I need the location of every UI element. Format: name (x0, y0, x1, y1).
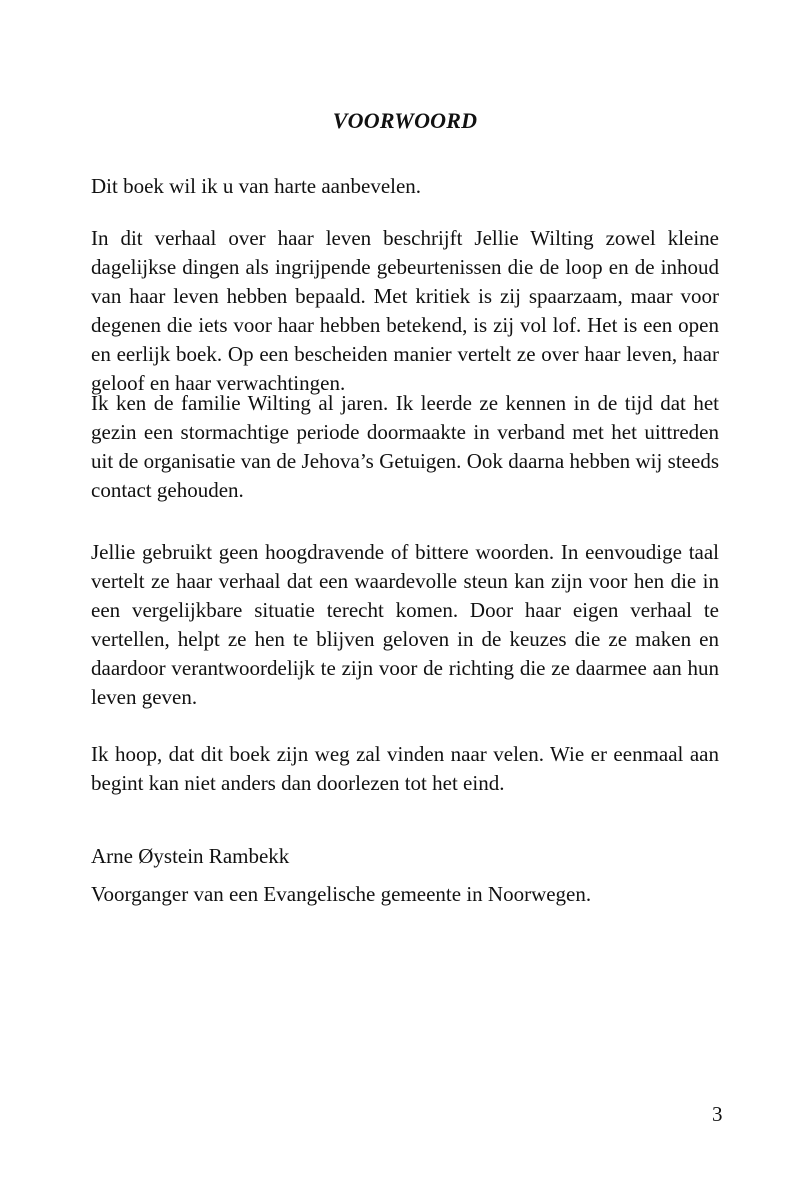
author-name: Arne Øystein Rambekk (91, 844, 290, 868)
document-page (91, 0, 719, 1200)
body-paragraph-2: Ik ken de familie Wilting al jaren. Ik leerde ze kennen in de tijd dat het gezin een stormachtige periode doormaakte in verband met het uittreden uit de organisatie van de Jehova’s Getuigen. Ook daarna hebben wij steeds contact gehouden. (91, 391, 719, 502)
intro-paragraph: Dit boek wil ik u van harte aanbevelen. (91, 174, 422, 198)
page-title: VOORWOORD (332, 108, 478, 133)
body-paragraph-1: In dit verhaal over haar leven beschrijft Jellie Wilting zowel kleine dagelijkse dingen als ingrijpende gebeurtenissen die de loop en de inhoud van haar leven hebben bepaald. Met kritiek is zij spaarzaam, maar voor degenen die iets voor haar hebben betekend, is zij vol lof. Het is een open en eerlijk boek. Op een bescheiden manier vertelt ze over haar leven, haar geloof en haar verwachtingen. (91, 226, 719, 395)
page-number: 3 (712, 1102, 723, 1126)
body-paragraph-4: Ik hoop, dat dit boek zijn weg zal vinden naar velen. Wie er eenmaal aan begint kan niet anders dan doorlezen tot het eind. (91, 742, 719, 795)
author-role: Voorganger van een Evangelische gemeente in Noorwegen. (91, 882, 592, 906)
body-paragraph-3: Jellie gebruikt geen hoogdravende of bittere woorden. In eenvoudige taal vertelt ze haar verhaal dat een waardevolle steun kan zijn voor hen die in een vergelijkbare situatie terecht komen. Door haar eigen verhaal te vertellen, helpt ze hen te blijven geloven in de keuzes die ze maken en daardoor verantwoordelijk te zijn voor de richting die ze daarmee aan hun leven geven. (91, 540, 719, 709)
